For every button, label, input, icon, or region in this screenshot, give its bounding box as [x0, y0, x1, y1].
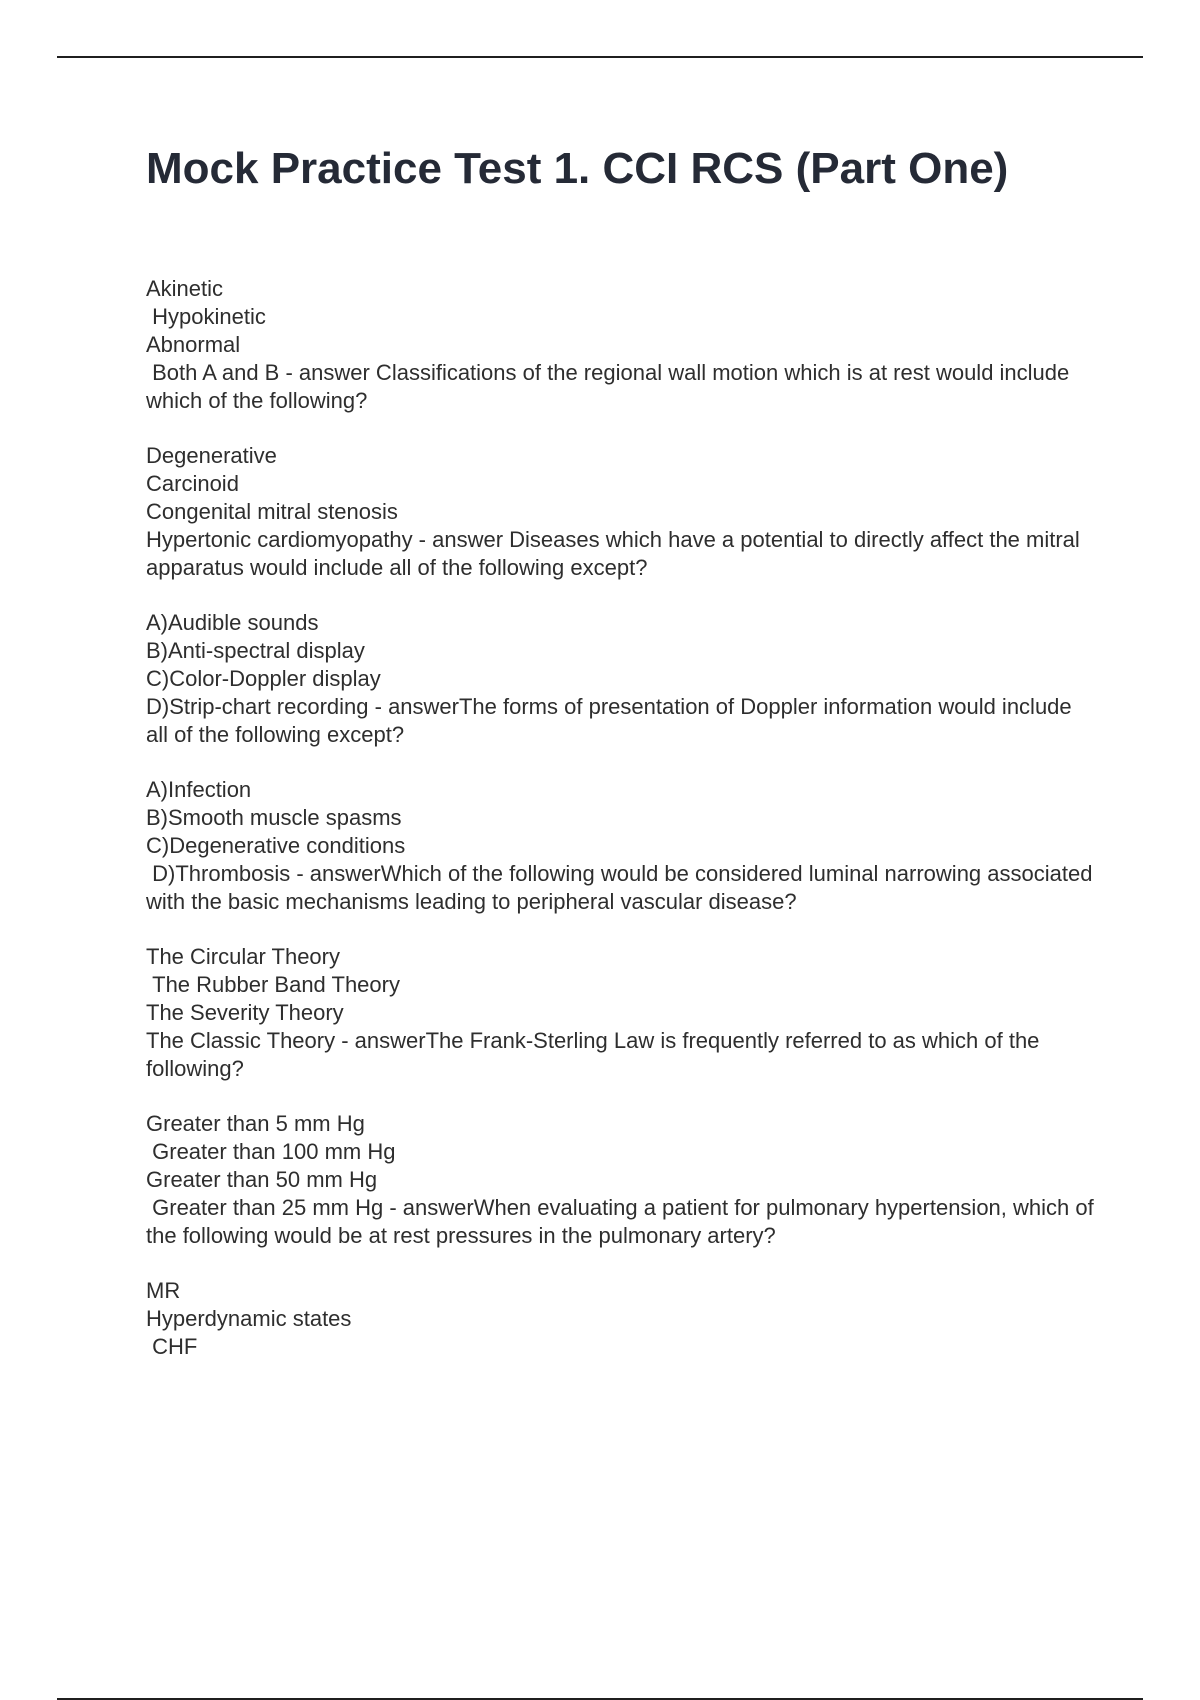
question-line: The Severity Theory: [146, 1000, 344, 1025]
question-line: Greater than 50 mm Hg: [146, 1167, 378, 1192]
question-line: B)Anti-spectral display: [146, 638, 365, 663]
question-line: Abnormal: [146, 332, 241, 357]
question-line: Akinetic: [146, 276, 224, 301]
question-line: Greater than 5 mm Hg: [146, 1111, 365, 1136]
question-line: A)Infection: [146, 777, 252, 802]
question-block-5: [146, 943, 1096, 1083]
question-list: [146, 275, 1100, 1361]
question-line: C)Degenerative conditions: [146, 833, 406, 858]
question-line: Hypokinetic: [146, 304, 266, 329]
question-line: Carcinoid: [146, 471, 239, 496]
question-line: The Circular Theory: [146, 944, 340, 969]
question-line: Congenital mitral stenosis: [146, 499, 398, 524]
question-line: Degenerative: [146, 443, 277, 468]
question-block-6: [146, 1110, 1100, 1250]
question-line: Both A and B - answer Classifications of the regional wall motion which is at rest would include which of the following?: [146, 360, 1076, 413]
question-line: A)Audible sounds: [146, 610, 319, 635]
question-line: B)Smooth muscle spasms: [146, 805, 402, 830]
question-line: D)Thrombosis - answerWhich of the following would be considered luminal narrowing associated with the basic mechanisms leading to peripheral vascular disease?: [146, 861, 1099, 914]
question-line: The Rubber Band Theory: [146, 972, 400, 997]
question-line: MR: [146, 1278, 181, 1303]
question-block-7: [146, 1277, 1096, 1361]
question-block-3: [146, 609, 1096, 749]
question-line: CHF: [146, 1334, 198, 1359]
question-line: D)Strip-chart recording - answerThe forms of presentation of Doppler information would include all of the following except?: [146, 694, 1078, 747]
question-block-2: [146, 442, 1096, 582]
top-divider: [57, 56, 1143, 58]
question-line: Greater than 100 mm Hg: [146, 1139, 396, 1164]
question-line: The Classic Theory - answerThe Frank-Sterling Law is frequently referred to as which of the following?: [146, 1028, 1046, 1081]
document-body: [146, 140, 1100, 1388]
question-line: Hypertonic cardiomyopathy - answer Diseases which have a potential to directly affect the mitral apparatus would include all of the following except?: [146, 527, 1086, 580]
page-title: Mock Practice Test 1. CCI RCS (Part One): [146, 144, 1009, 193]
question-line: C)Color-Doppler display: [146, 666, 381, 691]
question-block-4: [146, 776, 1099, 916]
question-line: Hyperdynamic states: [146, 1306, 352, 1331]
question-block-1: [146, 275, 1096, 415]
question-line: Greater than 25 mm Hg - answerWhen evaluating a patient for pulmonary hypertension, which of the following would be at rest pressures in the pulmonary artery?: [146, 1195, 1100, 1248]
